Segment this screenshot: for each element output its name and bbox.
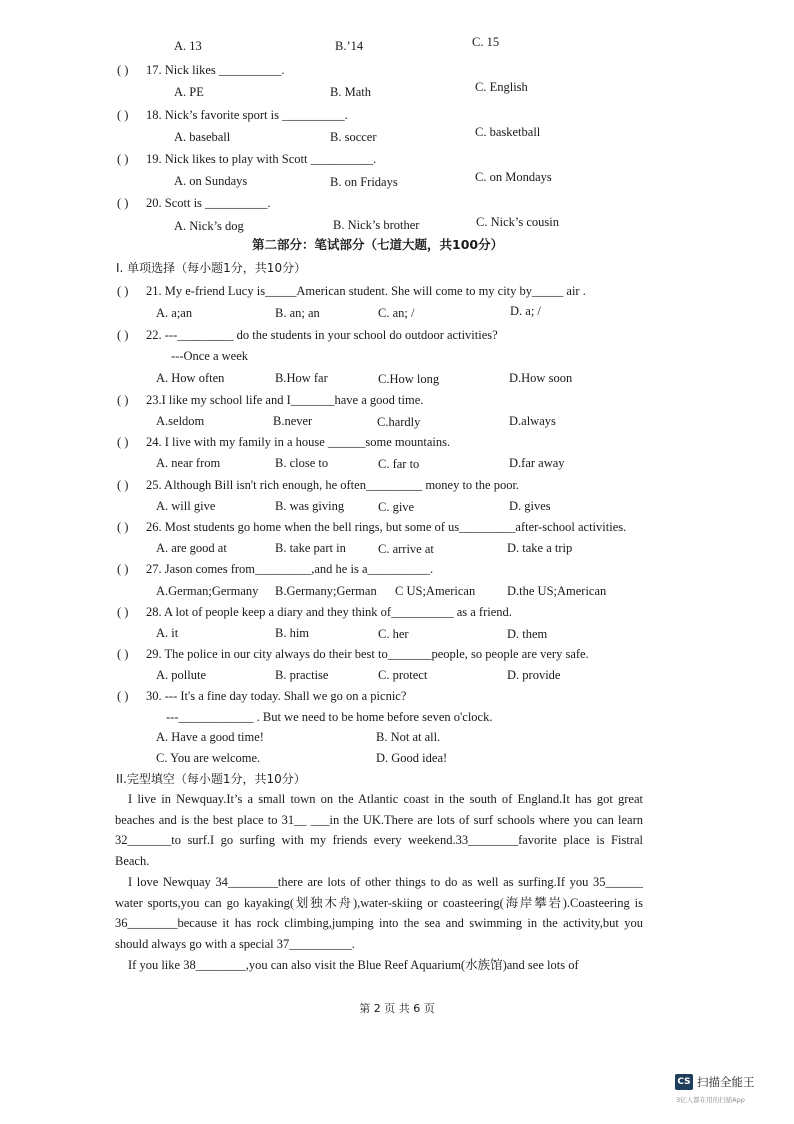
q18-option-c: C. basketball [475, 125, 541, 139]
q24-option-a: A. near from [156, 456, 221, 470]
answer-paren-23: ( ) [117, 393, 129, 407]
q16-option-b: B.’14 [335, 39, 364, 53]
answer-paren-19: ( ) [117, 152, 129, 166]
q22-option-a: A. How often [156, 371, 225, 385]
answer-paren-18: ( ) [117, 108, 129, 122]
q19-option-c: C. on Mondays [475, 170, 552, 184]
q18-option-b: B. soccer [330, 130, 377, 144]
q30-option-d: D. Good idea! [376, 751, 448, 765]
q29-option-c: C. protect [378, 668, 428, 682]
q26-option-c: C. arrive at [378, 542, 434, 556]
q28-option-c: C. her [378, 627, 409, 641]
answer-paren-22: ( ) [117, 328, 129, 342]
q27-option-c: C US;American [395, 584, 476, 598]
q24-option-d: D.far away [509, 456, 565, 470]
q17-option-a: A. PE [174, 85, 204, 99]
answer-paren-30: ( ) [117, 689, 129, 703]
question-18: 18. Nick’s favorite sport is __________. [146, 108, 348, 122]
question-17: 17. Nick likes __________. [146, 63, 285, 77]
page-number: 第 2 页 共 6 页 [359, 1002, 435, 1015]
q30-option-b: B. Not at all. [376, 730, 441, 744]
question-23: 23.I like my school life and I_______have a good time. [146, 393, 424, 407]
q27-option-b: B.Germany;German [275, 584, 377, 598]
section2-title: II.完型填空（每小题1分，共10分） [116, 772, 306, 786]
q20-option-b: B. Nick’s brother [333, 218, 420, 232]
q21-option-d: D. a; / [510, 304, 541, 318]
q23-option-d: D.always [509, 414, 556, 428]
scanner-watermark [675, 1074, 755, 1090]
question-30: 30. --- It's a fine day today. Shall we go on a picnic? [146, 689, 407, 703]
q20-option-c: C. Nick’s cousin [476, 215, 559, 229]
answer-paren-25: ( ) [117, 478, 129, 492]
answer-paren-27: ( ) [117, 562, 129, 576]
q21-option-b: B. an; an [275, 306, 320, 320]
cloze-paragraph-3: If you like 38________,you can also visit the Blue Reef Aquarium(水族馆)and see lots of [128, 958, 579, 972]
question-28: 28. A lot of people keep a diary and they think of__________ as a friend. [146, 605, 512, 619]
q27-option-a: A.German;Germany [156, 584, 259, 598]
q17-option-b: B. Math [330, 85, 371, 99]
answer-paren-17: ( ) [117, 63, 129, 77]
q26-option-a: A. are good at [156, 541, 227, 555]
q28-option-a: A. it [156, 626, 179, 640]
q23-option-b: B.never [273, 414, 313, 428]
q19-option-b: B. on Fridays [330, 175, 398, 189]
answer-paren-26: ( ) [117, 520, 129, 534]
question-21: 21. My e-friend Lucy is_____American student. She will come to my city by_____ air . [146, 284, 586, 298]
q25-option-c: C. give [378, 500, 415, 514]
scanner-logo-icon: CS [675, 1074, 693, 1090]
q26-option-b: B. take part in [275, 541, 346, 555]
q24-option-b: B. close to [275, 456, 329, 470]
q22-reply: ---Once a week [171, 349, 249, 363]
question-29: 29. The police in our city always do their best to_______people, so people are very safe. [146, 647, 589, 661]
q23-option-a: A.seldom [156, 414, 205, 428]
q17-option-c: C. English [475, 80, 528, 94]
q20-option-a: A. Nick’s dog [174, 219, 244, 233]
q22-option-d: D.How soon [509, 371, 573, 385]
q22-option-c: C.How long [378, 372, 440, 386]
cloze-paragraph-1: I live in Newquay.It’s a small town on the Atlantic coast in the south of England.It has got great beaches and is the best place to 31__ ___in the UK.There are lots of surf schools where you can learn 32_______to surf.I go surfing with my friends every weekend.33________favorite place is Fistral Beach. [115, 792, 643, 868]
question-22: 22. ---_________ do the students in your school do outdoor activities? [146, 328, 498, 342]
question-26: 26. Most students go home when the bell rings, but some of us_________after-school activities. [146, 520, 627, 534]
q30-option-a: A. Have a good time! [156, 730, 264, 744]
part2-title: 第二部分：笔试部分（七道大题，共100分） [252, 237, 504, 252]
q29-option-b: B. practise [275, 668, 329, 682]
answer-paren-29: ( ) [117, 647, 129, 661]
q24-option-c: C. far to [378, 457, 420, 471]
q30-reply: ---____________ . But we need to be home before seven o'clock. [166, 710, 493, 724]
answer-paren-28: ( ) [117, 605, 129, 619]
answer-paren-21: ( ) [117, 284, 129, 298]
section1-title: I. 单项选择（每小题1分，共10分） [116, 261, 307, 275]
scanner-app-name: 扫描全能王 [697, 1075, 755, 1089]
q25-option-b: B. was giving [275, 499, 345, 513]
cloze-paragraph-2: I love Newquay 34________there are lots of other things to do as well as surfing.If you 35______ water sports,you can go kayaking(划独木舟),water-skiing or coasteering(海岸攀岩).Coasteering is 36________because it has rock climbing,jumping into the sea and swimming in the activity,but you should always go with a special 37__________. [115, 875, 643, 951]
answer-paren-20: ( ) [117, 196, 129, 210]
q29-option-d: D. provide [507, 668, 561, 682]
scanner-tagline: 3亿人都在用的扫描App [676, 1096, 745, 1104]
question-19: 19. Nick likes to play with Scott __________. [146, 152, 377, 166]
q21-option-c: C. an; / [378, 306, 415, 320]
q28-option-d: D. them [507, 627, 548, 641]
q25-option-d: D. gives [509, 499, 551, 513]
q30-option-c: C. You are welcome. [156, 751, 261, 765]
q27-option-d: D.the US;American [507, 584, 607, 598]
q26-option-d: D. take a trip [507, 541, 573, 555]
question-24: 24. I live with my family in a house ______some mountains. [146, 435, 451, 449]
question-25: 25. Although Bill isn't rich enough, he often_________ money to the poor. [146, 478, 520, 492]
q23-option-c: C.hardly [377, 415, 421, 429]
q18-option-a: A. baseball [174, 130, 231, 144]
q21-option-a: A. a;an [156, 306, 193, 320]
q16-option-c: C. 15 [472, 35, 500, 49]
q22-option-b: B.How far [275, 371, 328, 385]
q16-option-a: A. 13 [174, 39, 202, 53]
q28-option-b: B. him [275, 626, 310, 640]
question-27: 27. Jason comes from_________,and he is a__________. [146, 562, 434, 576]
q25-option-a: A. will give [156, 499, 216, 513]
answer-paren-24: ( ) [117, 435, 129, 449]
q29-option-a: A. pollute [156, 668, 206, 682]
q19-option-a: A. on Sundays [174, 174, 248, 188]
question-20: 20. Scott is __________. [146, 196, 271, 210]
